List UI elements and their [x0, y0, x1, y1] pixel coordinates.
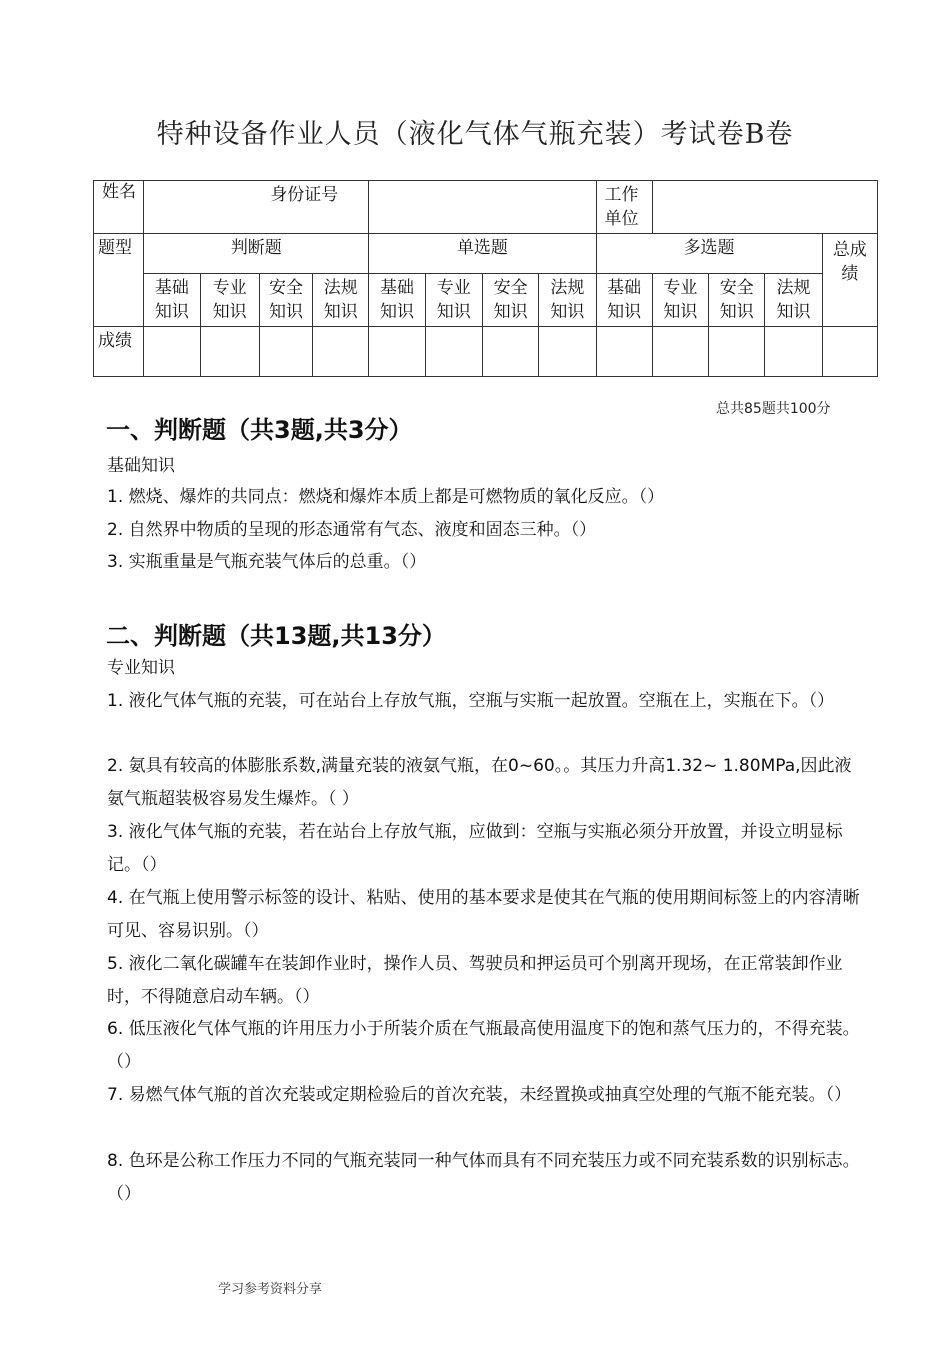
total-note: 总共85题共100分 [716, 401, 831, 417]
score-cell[interactable] [144, 327, 200, 377]
multi-label: 多选题 [596, 234, 822, 274]
sub-law: 法规知识 [765, 274, 822, 327]
section2-item-8: 8. 色环是公称工作压力不同的气瓶充装同一种气体而具有不同充装压力或不同充装系数的识别标志。（） [107, 1151, 860, 1204]
score-cell[interactable] [482, 327, 538, 377]
id-label: 身份证号 [144, 181, 369, 234]
section2-heading: 二、判断题（共13题,共13分） [106, 622, 446, 650]
section2-item-3: 3. 液化气体气瓶的充装，若在站台上存放气瓶，应做到：空瓶与实瓶必须分开放置，并设立明显标记。（） [107, 822, 843, 875]
section2-item-6: 6. 低压液化气体气瓶的许用压力小于所装介质在气瓶最高使用温度下的饱和蒸气压力的，不得充装。（） [107, 1019, 860, 1072]
id-value[interactable] [369, 181, 596, 234]
sub-basic: 基础知识 [369, 274, 425, 327]
score-cell[interactable] [259, 327, 312, 377]
name-label: 姓名 [94, 181, 144, 234]
score-cell[interactable] [313, 327, 369, 377]
info-table [93, 180, 878, 377]
section2-item-5: 5. 液化二氧化碳罐车在装卸作业时，操作人员、驾驶员和押运员可个别离开现场，在正常装卸作业时，不得随意启动车辆。（） [107, 954, 843, 1007]
sub-basic: 基础知识 [596, 274, 652, 327]
section2-item-7: 7. 易燃气体气瓶的首次充装或定期检验后的首次充装，未经置换或抽真空处理的气瓶不能充装。（） [107, 1085, 852, 1105]
section1-item-1: 1. 燃烧、爆炸的共同点：燃烧和爆炸本质上都是可燃物质的氧化反应。（） [107, 487, 665, 507]
section2-item-2: 2. 氨具有较高的体膨胀系数,满量充装的液氨气瓶，在0~60。。其压力升高1.32~ 1.80MPa,因此液氨气瓶超装极容易发生爆炸。（ ） [107, 756, 852, 809]
sub-basic: 基础知识 [144, 274, 200, 327]
section1-item-2: 2. 自然界中物质的呈现的形态通常有气态、液度和固态三种。（） [107, 520, 597, 540]
score-cell[interactable] [539, 327, 596, 377]
sub-safety: 安全知识 [482, 274, 538, 327]
score-cell[interactable] [596, 327, 652, 377]
section2-item-4: 4. 在气瓶上使用警示标签的设计、粘贴、使用的基本要求是使其在气瓶的使用期间标签上的内容清晰可见、容易识别。（） [107, 888, 860, 941]
single-label: 单选题 [369, 234, 596, 274]
section1-item-3: 3. 实瓶重量是气瓶充装气体后的总重。（） [107, 552, 427, 572]
total-score-cell[interactable] [822, 327, 877, 377]
score-cell[interactable] [709, 327, 765, 377]
sub-professional: 专业知识 [652, 274, 708, 327]
score-cell[interactable] [765, 327, 822, 377]
section2-category: 专业知识 [107, 658, 175, 678]
score-cell[interactable] [652, 327, 708, 377]
section1-heading: 一、判断题（共3题,共3分） [106, 416, 413, 444]
sub-professional: 专业知识 [425, 274, 482, 327]
score-cell[interactable] [425, 327, 482, 377]
score-cell[interactable] [200, 327, 259, 377]
total-label: 总成绩 [822, 234, 877, 327]
footer-text: 学习参考资料分享 [218, 1282, 323, 1297]
sub-professional: 专业知识 [200, 274, 259, 327]
score-cell[interactable] [369, 327, 425, 377]
judge-label: 判断题 [144, 234, 369, 274]
sub-law: 法规知识 [539, 274, 596, 327]
type-label: 题型 [94, 234, 144, 327]
sub-safety: 安全知识 [709, 274, 765, 327]
work-label: 工作单位 [596, 181, 652, 234]
sub-law: 法规知识 [313, 274, 369, 327]
exam-title: 特种设备作业人员（液化气体气瓶充装）考试卷B卷 [156, 119, 794, 150]
work-value[interactable] [652, 181, 877, 234]
section2-item-1: 1. 液化气体气瓶的充装，可在站台上存放气瓶，空瓶与实瓶一起放置。空瓶在上，实瓶在下。（） [107, 691, 835, 711]
section1-category: 基础知识 [107, 456, 175, 476]
sub-safety: 安全知识 [259, 274, 312, 327]
score-label: 成绩 [94, 327, 144, 377]
